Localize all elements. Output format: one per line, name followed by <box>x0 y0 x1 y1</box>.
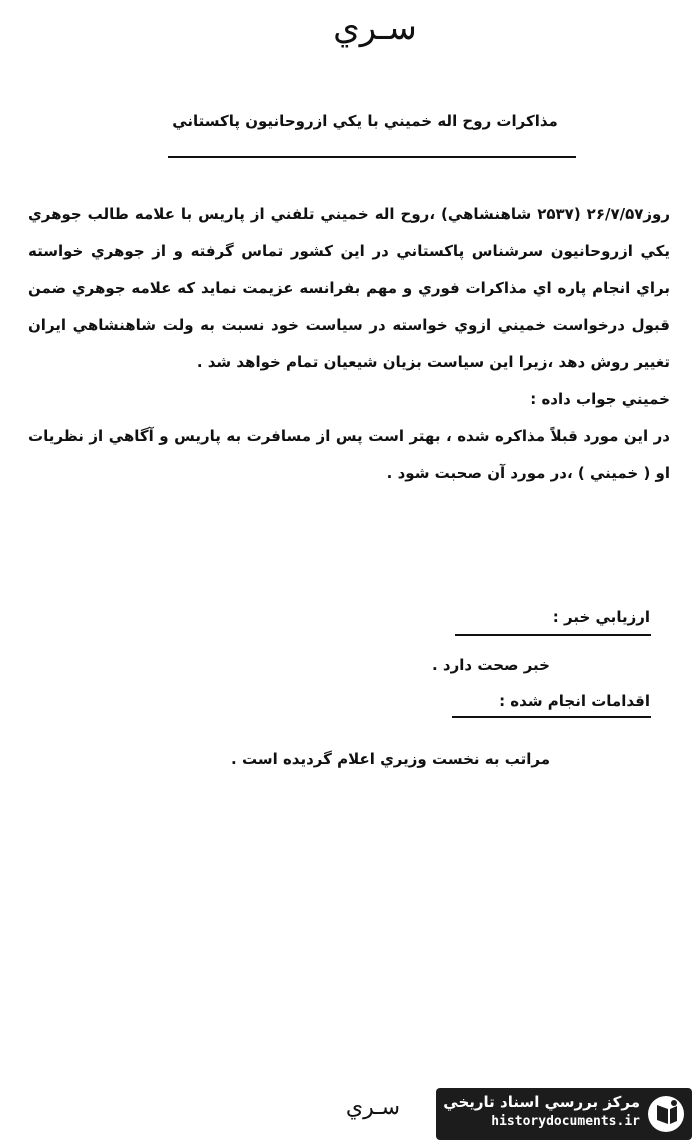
actions-value: مراتب به نخست وزيري اعلام گرديده است . <box>231 750 550 768</box>
body-paragraph-1: روز۲۶/۷/۵۷ (۲۵۳۷ شاهنشاهي) ،روح اله خميني تلفني از پاريس با علامه طالب جوهري يكي ازروحانيون سرشناس پاكستاني در اين كشور تماس گرفته و از جوهري خواسته براي انجام پاره اي مذاكرات فوري و مهم بفرانسه عزيمت نمايد كه علامه جوهري ضمن قبول درخواست خميني ازوي خواسته در سياست خود نسبت به ولت شاهنشاهي ايران تغيير روش دهد ،زيرا اين سياست بزيان شيعيان تمام خواهد شد . <box>28 205 671 371</box>
actions-underline <box>452 716 651 718</box>
document-title: مذاكرات روح اله خميني با يكي ازروحانيون پاكستاني <box>172 112 558 130</box>
evaluation-label: ارزيابي خبر : <box>552 608 650 626</box>
document-body <box>28 196 670 492</box>
actions-label: اقدامات انجام شده : <box>499 692 650 710</box>
body-paragraph-2: خميني جواب داده : <box>530 390 670 408</box>
watermark-name: مركز بررسي اسناد تاريخي <box>443 1093 640 1111</box>
evaluation-value: خبر صحت دارد . <box>432 656 550 674</box>
archive-watermark <box>436 1088 692 1140</box>
classification-stamp-bottom: سـري <box>345 1095 401 1120</box>
title-underline <box>168 156 576 158</box>
archive-logo-icon <box>646 1094 686 1134</box>
watermark-url: historydocuments.ir <box>491 1114 640 1129</box>
body-paragraph-3: در اين مورد قبلاً مذاكره شده ، بهتر است پس از مسافرت به پاريس و آگاهي از نظريات او ( خميني ) ،در مورد آن صحبت شود . <box>28 427 670 482</box>
classification-stamp-top: سـري <box>333 8 417 48</box>
evaluation-underline <box>455 634 651 636</box>
